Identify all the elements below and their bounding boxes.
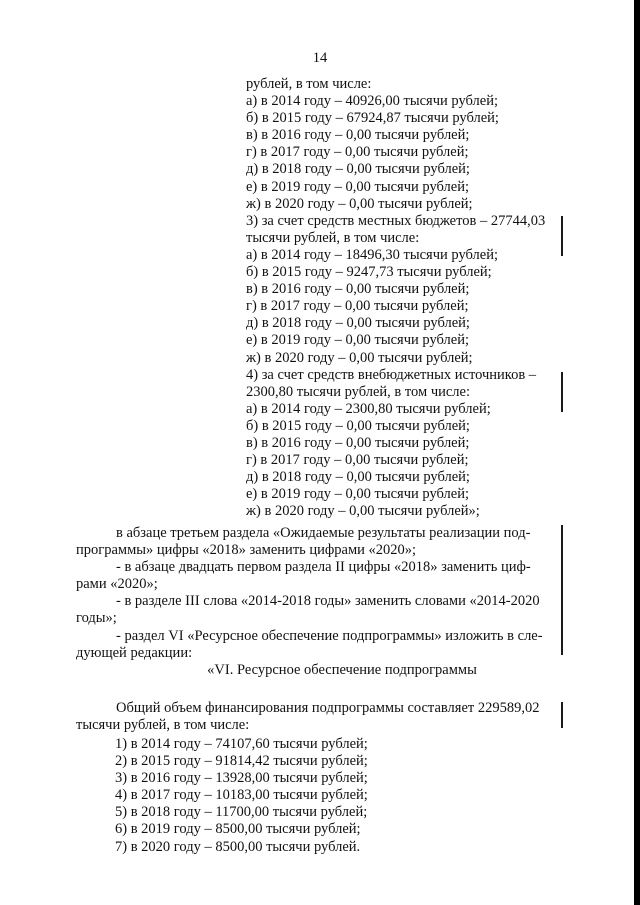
spacer (76, 679, 564, 700)
paragraph-line: тысячи рублей, в том числе: (76, 716, 250, 733)
paragraph-line: Общий объем финансирования подпрограммы составляет 229589,02 (116, 699, 540, 716)
paragraph-line: программы» цифры «2018» заменить цифрами «2020»; (76, 542, 417, 559)
text-line: 2300,80 тысячи рублей, в том числе: (246, 383, 471, 400)
text-line: 3) за счет средств местных бюджетов – 27744,03 (246, 212, 546, 229)
text-line: рублей, в том числе: (246, 76, 372, 92)
text-line: 4) за счет средств внебюджетных источников – (246, 366, 537, 383)
list-item: 1) в 2014 году – 74107,60 тысячи рублей; (115, 736, 368, 752)
scan-edge-line (561, 702, 563, 728)
text-line: е) в 2019 году – 0,00 тысячи рублей; (246, 486, 469, 503)
text-line: г) в 2017 году – 0,00 тысячи рублей; (246, 298, 469, 315)
text-line: ж) в 2020 году – 0,00 тысячи рублей; (246, 349, 473, 366)
text-line: г) в 2017 году – 0,00 тысячи рублей; (246, 452, 469, 469)
text-line: в) в 2016 году – 0,00 тысячи рублей; (246, 434, 470, 451)
paragraph-line: - раздел VI «Ресурсное обеспечение подпрограммы» изложить в сле- (116, 627, 543, 644)
scan-edge-line (561, 216, 563, 256)
list-item: 6) в 2019 году – 8500,00 тысячи рублей; (115, 821, 361, 838)
paragraph-line: - в абзаце двадцать первом раздела II цифры «2018» заменить циф- (116, 559, 531, 576)
text-line: б) в 2015 году – 67924,87 тысячи рублей; (246, 110, 499, 127)
text-line: г) в 2017 году – 0,00 тысячи рублей; (246, 144, 469, 161)
paragraph-line: - в разделе III слова «2014-2018 годы» заменить словами «2014-2020 (116, 593, 540, 610)
text-line: д) в 2018 году – 0,00 тысячи рублей; (246, 469, 470, 486)
list-item: 4) в 2017 году – 10183,00 тысячи рублей; (115, 787, 368, 804)
list-item: 5) в 2018 году – 11700,00 тысячи рублей; (115, 804, 368, 821)
text-line: в) в 2016 году – 0,00 тысячи рублей; (246, 281, 470, 298)
text-line: е) в 2019 году – 0,00 тысячи рублей; (246, 332, 469, 349)
text-line: в) в 2016 году – 0,00 тысячи рублей; (246, 127, 470, 144)
text-line: а) в 2014 году – 18496,30 тысячи рублей; (246, 246, 498, 263)
text-line: а) в 2014 году – 40926,00 тысячи рублей; (246, 93, 498, 110)
text-line: б) в 2015 году – 0,00 тысячи рублей; (246, 417, 470, 434)
yearly-totals-list (115, 736, 368, 856)
page-number: 14 (312, 50, 328, 66)
text-line: ж) в 2020 году – 0,00 тысячи рублей; (246, 195, 473, 212)
text-line: а) в 2014 году – 2300,80 тысячи рублей; (246, 400, 491, 417)
text-line: тысячи рублей, в том числе: (246, 229, 420, 246)
list-item: 2) в 2015 году – 91814,42 тысячи рублей; (115, 753, 368, 770)
list-item: 7) в 2020 году – 8500,00 тысячи рублей. (115, 838, 361, 855)
scan-edge-line (561, 372, 563, 412)
text-line: ж) в 2020 году – 0,00 тысячи рублей»; (246, 503, 480, 520)
list-item: 3) в 2016 году – 13928,00 тысячи рублей; (115, 770, 368, 787)
funding-breakdown-block (246, 76, 576, 520)
amendments-block (76, 525, 564, 734)
paragraph-line: годы»; (76, 610, 117, 627)
paragraph-line: в абзаце третьем раздела «Ожидаемые результаты реализации под- (116, 525, 531, 541)
section-heading: «VI. Ресурсное обеспечение подпрограммы (207, 661, 477, 678)
paragraph-line: рами «2020»; (76, 576, 158, 593)
text-line: д) в 2018 году – 0,00 тысячи рублей; (246, 315, 470, 332)
text-line: д) в 2018 году – 0,00 тысячи рублей; (246, 161, 470, 178)
paragraph-line: дующей редакции: (76, 644, 193, 661)
text-line: б) в 2015 году – 9247,73 тысячи рублей; (246, 264, 492, 281)
text-line: е) в 2019 году – 0,00 тысячи рублей; (246, 178, 469, 195)
scan-edge-line (561, 525, 563, 655)
scan-border (634, 0, 640, 905)
